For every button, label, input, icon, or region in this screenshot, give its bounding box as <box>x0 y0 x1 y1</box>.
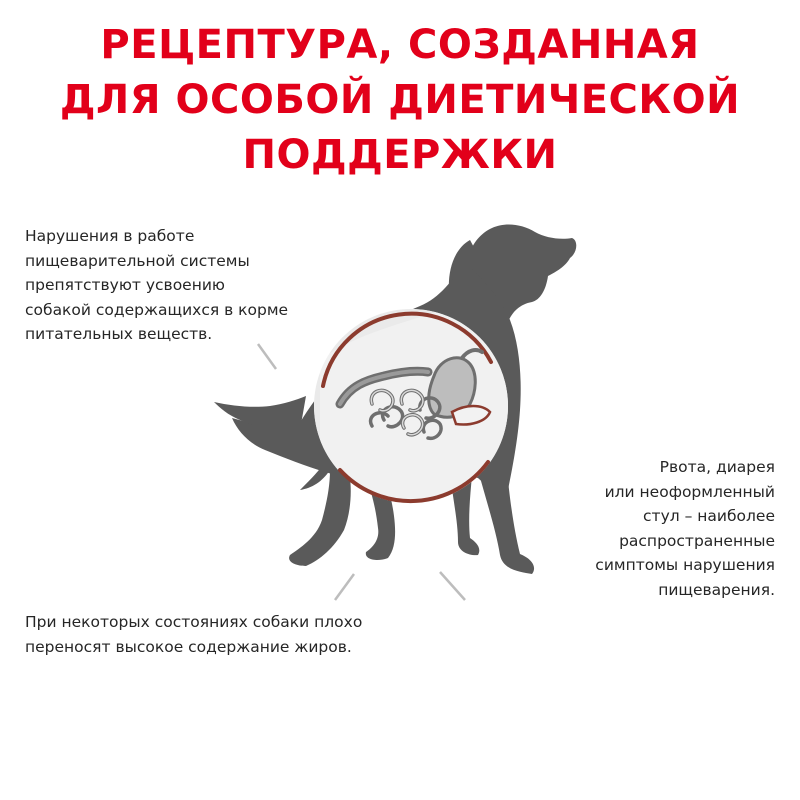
note-line: симптомы нарушения <box>595 556 775 574</box>
note-fat-tolerance <box>25 610 362 659</box>
note-line: препятствуют усвоению <box>25 276 225 294</box>
note-line: собакой содержащихся в корме <box>25 300 289 319</box>
note-line: Нарушения в работе <box>25 227 195 245</box>
note-line: Рвота, диарея <box>659 458 775 476</box>
note-line: При некоторых состояниях собаки плохо <box>25 613 363 631</box>
title-line: РЕЦЕПТУРА, СОЗДАННАЯ <box>100 22 700 68</box>
title-line: ДЛЯ ОСОБОЙ ДИЕТИЧЕСКОЙ <box>59 77 741 123</box>
note-line: пищеварения. <box>658 580 775 599</box>
callout-line-bottom-left <box>25 574 354 600</box>
note-line: переносят высокое содержание жиров. <box>25 637 352 656</box>
note-line: или неоформленный <box>604 482 775 501</box>
note-line: пищеварительной системы <box>25 251 250 270</box>
note-digestion-absorption <box>25 224 288 347</box>
note-symptoms <box>595 455 775 602</box>
note-line: стул – наиболее <box>643 507 775 525</box>
note-line: распространенные <box>619 531 775 550</box>
callout-line-top-left <box>25 344 276 369</box>
note-line: питательных веществ. <box>25 325 213 343</box>
title-line: ПОДДЕРЖКИ <box>242 132 558 178</box>
